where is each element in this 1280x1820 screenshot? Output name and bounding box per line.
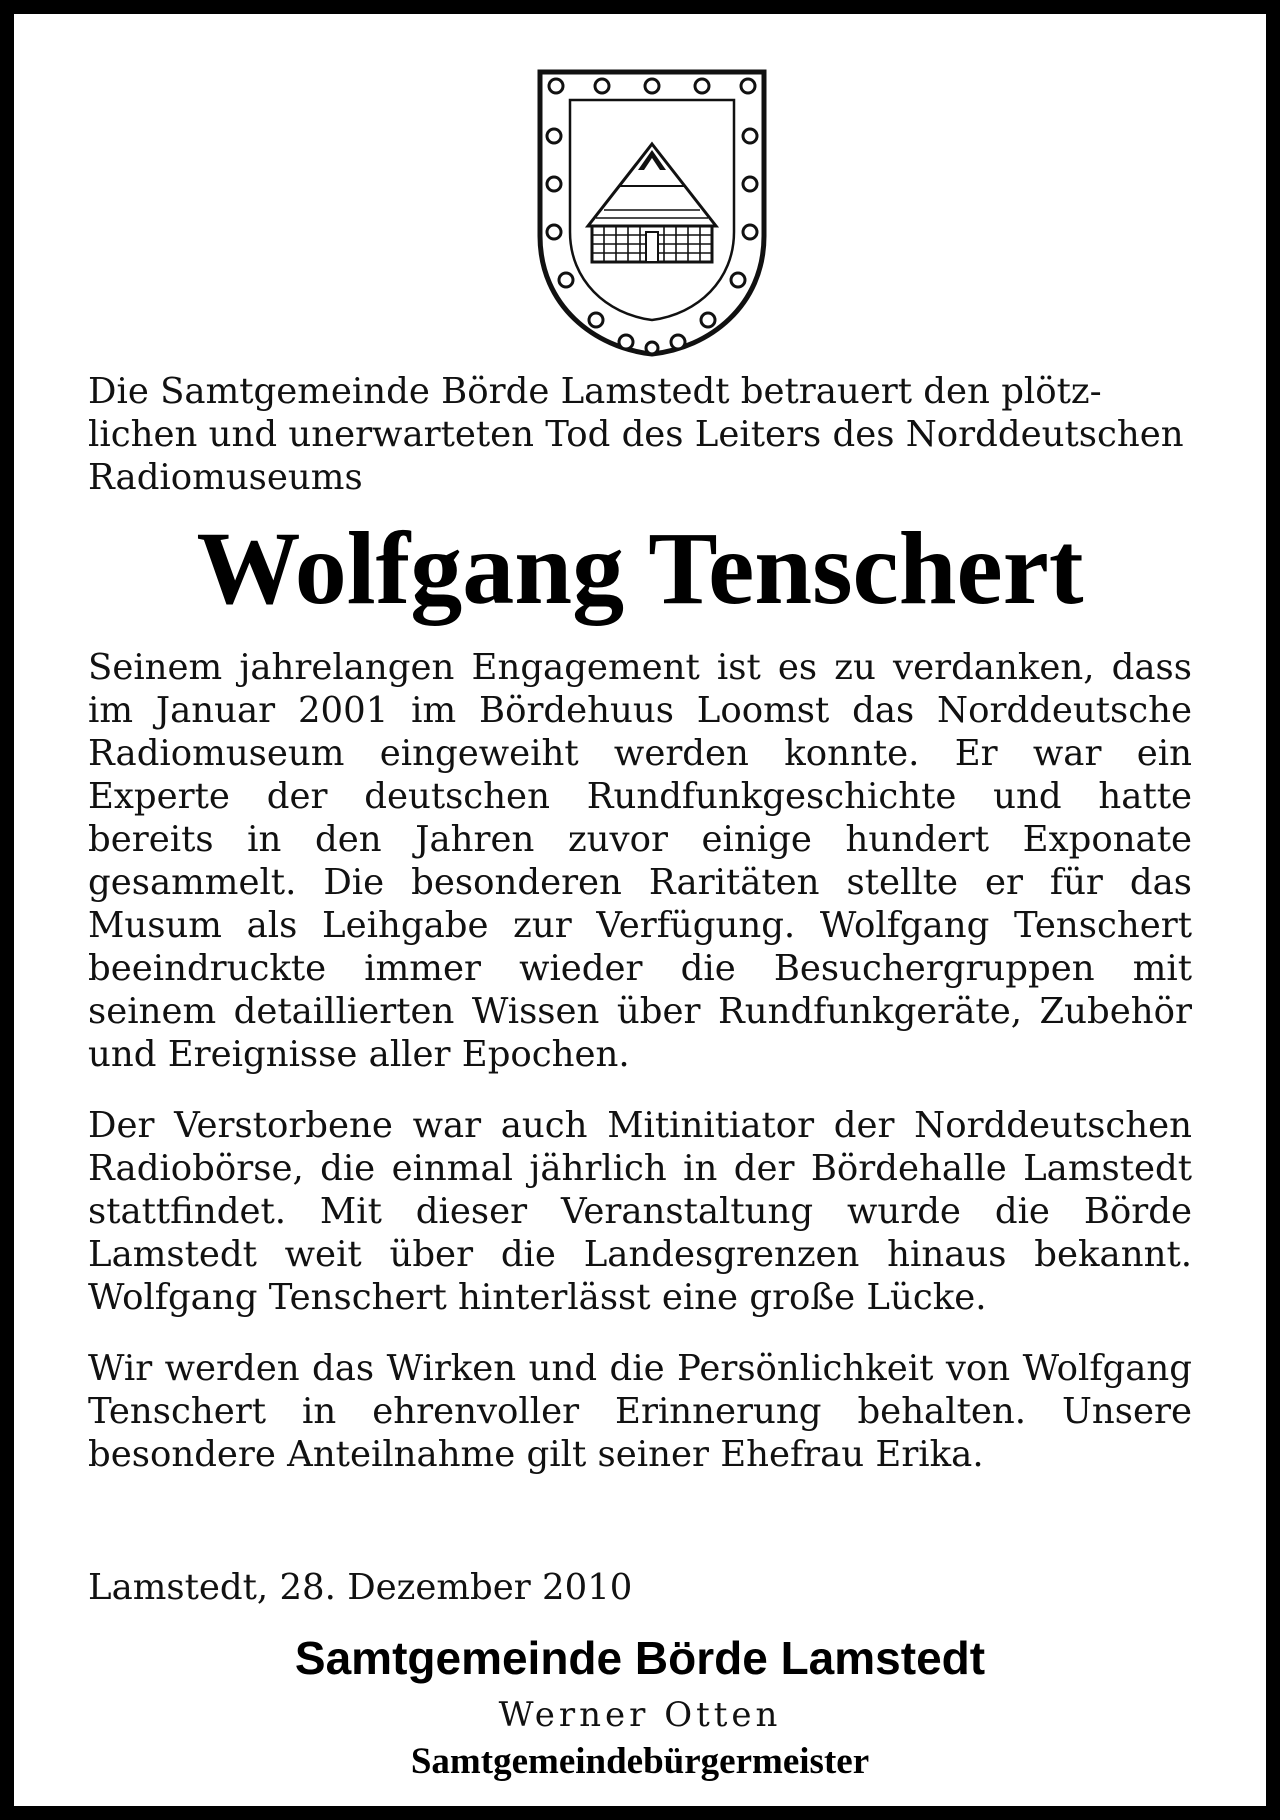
place-date: Lamstedt, 28. Dezember 2010 [88,1567,633,1608]
signer-role: Samtgemeindebürgermeister [410,1741,870,1782]
obituary-notice [10,10,1270,1810]
coat-of-arms-icon [534,66,770,358]
deceased-name: Wolfgang Tenschert [196,511,1084,626]
paragraph-radioboerse: Der Verstorbene war auch Mitinitiator der Norddeutschen Radiobörse, die einmal jährlich in der Bördehalle Lamstedt stattfindet. Mit dieser Veranstaltung wurde die Börde Lamstedt weit über die Landesgrenzen hinaus bekannt. Wolfgang Tenschert hinterlässt eine große Lücke. [88,1105,1192,1318]
intro-text: Die Samtgemeinde Börde Lamstedt betrauert den plötzlichen und unerwarteten Tod des Leiters des Norddeutschen Radiomuseums [88,371,1184,498]
paragraph-remembrance: Wir werden das Wirken und die Persönlichkeit von Wolfgang Tenschert in ehrenvoller Erinnerung behalten. Unsere besondere Anteilnahme gilt seiner Ehefrau Erika. [88,1348,1192,1475]
paragraph-engagement: Seinem jahrelangen Engagement ist es zu verdanken, dass im Januar 2001 im Bördehuus Loomst das Norddeutsche Radiomuseum eingeweiht werden konnte. Er war ein Experte der deutschen Rundfunkgeschichte und hatte bereits in den Jahren zuvor einige hundert Exponate gesammelt. Die besonderen Raritäten stellte er für das Musum als Leihgabe zur Verfügung. Wolfgang Tenschert beeindruckte immer wieder die Besuchergruppen mit seinem detaillierten Wissen über Rundfunkgeräte, Zubehör und Ereignisse aller Epochen. [88,647,1192,1075]
notice-body [88,646,1192,1476]
organization-name: Samtgemeinde Börde Lamstedt [294,1632,986,1684]
notice-content [88,14,1192,1806]
signer-name: Werner Otten [498,1695,782,1735]
